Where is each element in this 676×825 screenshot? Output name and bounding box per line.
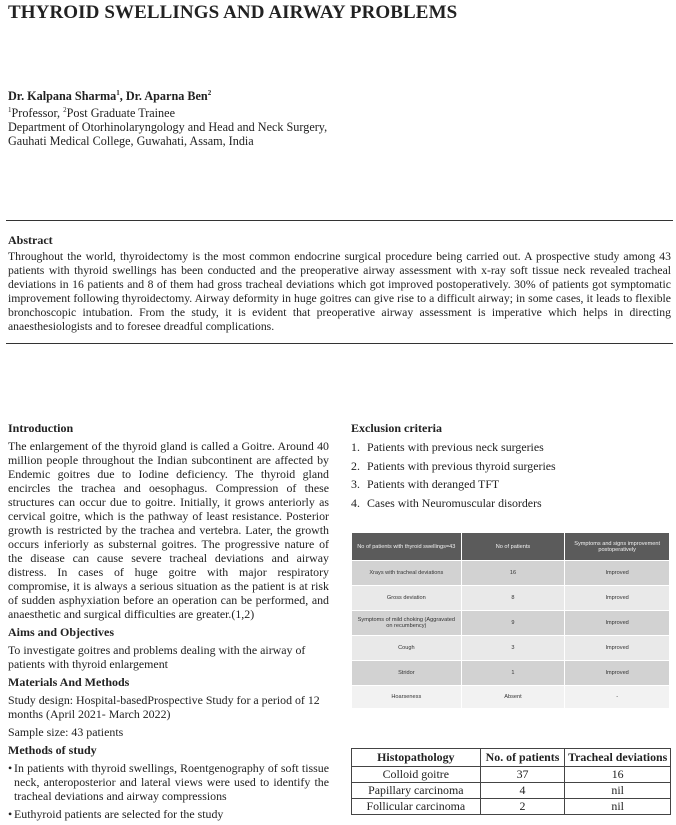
author-college: Gauhati Medical College, Guwahati, Assam, India	[8, 134, 254, 149]
symptom-cell: Xrays with tracheal deviations	[352, 561, 462, 586]
author-1-sup: 1	[116, 89, 120, 97]
histopathology-deviation-cell: nil	[565, 799, 671, 815]
symptom-cell: Gross deviation	[352, 586, 462, 611]
role-2-sup: 2	[63, 106, 67, 115]
left-column	[8, 421, 329, 825]
exclusion-text: Patients with previous neck surgeries	[366, 440, 544, 454]
symptom-outcome-cell: Improved	[565, 561, 670, 586]
symptom-count-cell: 3	[461, 636, 565, 661]
histopathology-deviation-cell: nil	[565, 783, 671, 799]
author-separator: ,	[119, 89, 126, 104]
histopathology-row	[352, 799, 671, 815]
exclusion-list	[351, 440, 671, 510]
symptom-table-row	[352, 586, 670, 611]
symptom-table-row	[352, 661, 670, 686]
role-1: Professor,	[11, 106, 64, 121]
symptom-table-header: No of patients with thyroid swellings=43	[352, 533, 462, 561]
methods-bullet	[8, 807, 329, 821]
abstract-text: Throughout the world, thyroidectomy is the most common endocrine surgical procedure being carried out. A prospective study among 43 patients with thyroid swellings has been conducted and the preoperative airway assessment with x-ray soft tissue neck revealed tracheal deviations in 16 patients and 8 of them had gross tracheal deviations which got improved postoperatively. 30% of patients got symptomatic improvement following thyroidectomy. Airway deformity in huge goitres can give rise to a difficult airway; in some cases, it leads to flexible bronchoscopic intubation. From the study, it is evident that preoperative airway assessment is imperative which helps in directing anaesthesiologists and to foresee dreadful complications.	[8, 250, 671, 333]
role-2: Post Graduate Trainee	[66, 106, 175, 121]
author-roles	[8, 103, 408, 120]
author-block	[8, 86, 408, 148]
abstract-divider	[6, 343, 673, 344]
methods-bullet-text: Euthyroid patients are selected for the study	[14, 807, 224, 821]
author-2-sup: 2	[207, 89, 212, 97]
symptom-table-header: No of patients	[461, 533, 565, 561]
right-column	[351, 421, 671, 514]
methods-bullet	[8, 761, 329, 803]
histopathology-table	[351, 748, 671, 815]
exclusion-item	[351, 440, 671, 454]
symptom-table-row	[352, 686, 670, 709]
symptom-table-row	[352, 636, 670, 661]
study-design-text: Study design: Hospital-basedProspective Study for a period of 12 months (April 2021- March 2022)	[8, 693, 320, 721]
author-names	[8, 86, 408, 103]
role-1-sup: 1	[8, 106, 12, 115]
symptom-table-row	[352, 561, 670, 586]
exclusion-item	[351, 496, 671, 510]
author-department: Department of Otorhinolaryngology and Head and Neck Surgery,	[8, 120, 328, 135]
histopathology-count-cell: 4	[480, 783, 565, 799]
symptom-cell: Cough	[352, 636, 462, 661]
symptom-outcome-cell: -	[565, 686, 670, 709]
exclusion-number: 3.	[351, 477, 360, 492]
top-divider	[6, 220, 673, 221]
exclusion-number: 1.	[351, 440, 360, 454]
symptom-outcome-cell: Improved	[565, 611, 670, 636]
symptom-count-cell: 8	[461, 586, 565, 611]
symptom-cell: Hoarseness	[352, 686, 462, 709]
histopathology-row	[352, 767, 671, 783]
symptom-table-header-row	[352, 533, 670, 561]
bullet-marker: •	[8, 807, 13, 821]
methods-bullet-text: In patients with thyroid swellings, Roentgenography of soft tissue neck, anteroposterior and lateral views were used to identify the tracheal deviations and airway compressions	[14, 761, 329, 803]
histopathology-count-cell: 2	[480, 799, 565, 815]
histopathology-type-cell: Follicular carcinoma	[352, 799, 481, 815]
exclusion-heading: Exclusion criteria	[351, 421, 442, 435]
aims-text: To investigate goitres and problems dealing with the airway of patients with thyroid enlargement	[8, 643, 306, 671]
author-2: Dr. Aparna Ben	[125, 89, 208, 104]
sample-size-text: Sample size: 43 patients	[8, 725, 124, 739]
exclusion-text: Cases with Neuromuscular disorders	[366, 495, 542, 510]
histopathology-type-cell: Colloid goitre	[352, 767, 481, 783]
paper-title: THYROID SWELLINGS AND AIRWAY PROBLEMS	[8, 2, 458, 23]
symptom-table-header: Symptoms and signs improvement postoperatively	[565, 533, 670, 561]
histopathology-header: Tracheal deviations	[565, 749, 671, 767]
symptom-count-cell: 9	[461, 611, 565, 636]
symptom-cell: Symptoms of mild choking (Aggravated on recumbency)	[352, 611, 462, 636]
abstract-heading: Abstract	[8, 233, 53, 247]
methods-heading: Methods of study	[8, 743, 97, 757]
symptom-table	[351, 532, 670, 709]
symptom-count-cell: 16	[461, 561, 565, 586]
histopathology-deviation-cell: 16	[565, 767, 671, 783]
symptom-count-cell: Absent	[461, 686, 565, 709]
symptom-outcome-cell: Improved	[565, 636, 670, 661]
symptom-outcome-cell: Improved	[565, 586, 670, 611]
histopathology-row	[352, 783, 671, 799]
exclusion-item	[351, 459, 671, 473]
exclusion-text: Patients with deranged TFT	[366, 477, 500, 492]
exclusion-number: 2.	[351, 458, 360, 473]
exclusion-text: Patients with previous thyroid surgeries	[366, 458, 556, 473]
introduction-text: The enlargement of the thyroid gland is called a Goitre. Around 40 million people throughout the Indian subcontinent are affected by Endemic goitres due to Iodine deficiency. The thyroid gland encircles the trachea and oesophagus. Compression of these structures can occur due to goitre. Initially, it grows anteriorly as cervical goitre, which is the pathway of least resistance. Posterior growth is restricted by the trachea and vertebra. Later, the growth occurs inferiorly as substernal goitres. The progressive nature of the disease can cause severe tracheal deviations and airway distress. In cases of huge goitre with major respiratory compromise, it is always a serious situation as the patient is at risk of sudden asphyxiation before an operation can be performed, and anaesthetic and surgical difficulties are greater.(1,2)	[8, 439, 329, 621]
bullet-marker: •	[8, 761, 13, 775]
exclusion-number: 4.	[351, 495, 360, 510]
materials-heading: Materials And Methods	[8, 675, 130, 689]
symptom-outcome-cell: Improved	[565, 661, 670, 686]
histopathology-type-cell: Papillary carcinoma	[352, 783, 481, 799]
histopathology-header: No. of patients	[480, 749, 565, 767]
histopathology-header: Histopathology	[352, 749, 481, 767]
histopathology-count-cell: 37	[480, 767, 565, 783]
abstract-section	[8, 233, 671, 334]
symptom-cell: Stridor	[352, 661, 462, 686]
histopathology-header-row	[352, 749, 671, 767]
introduction-heading: Introduction	[8, 421, 74, 435]
aims-heading: Aims and Objectives	[8, 625, 114, 639]
exclusion-item	[351, 477, 671, 491]
author-1: Dr. Kalpana Sharma	[8, 89, 117, 104]
symptom-table-row	[352, 611, 670, 636]
symptom-count-cell: 1	[461, 661, 565, 686]
